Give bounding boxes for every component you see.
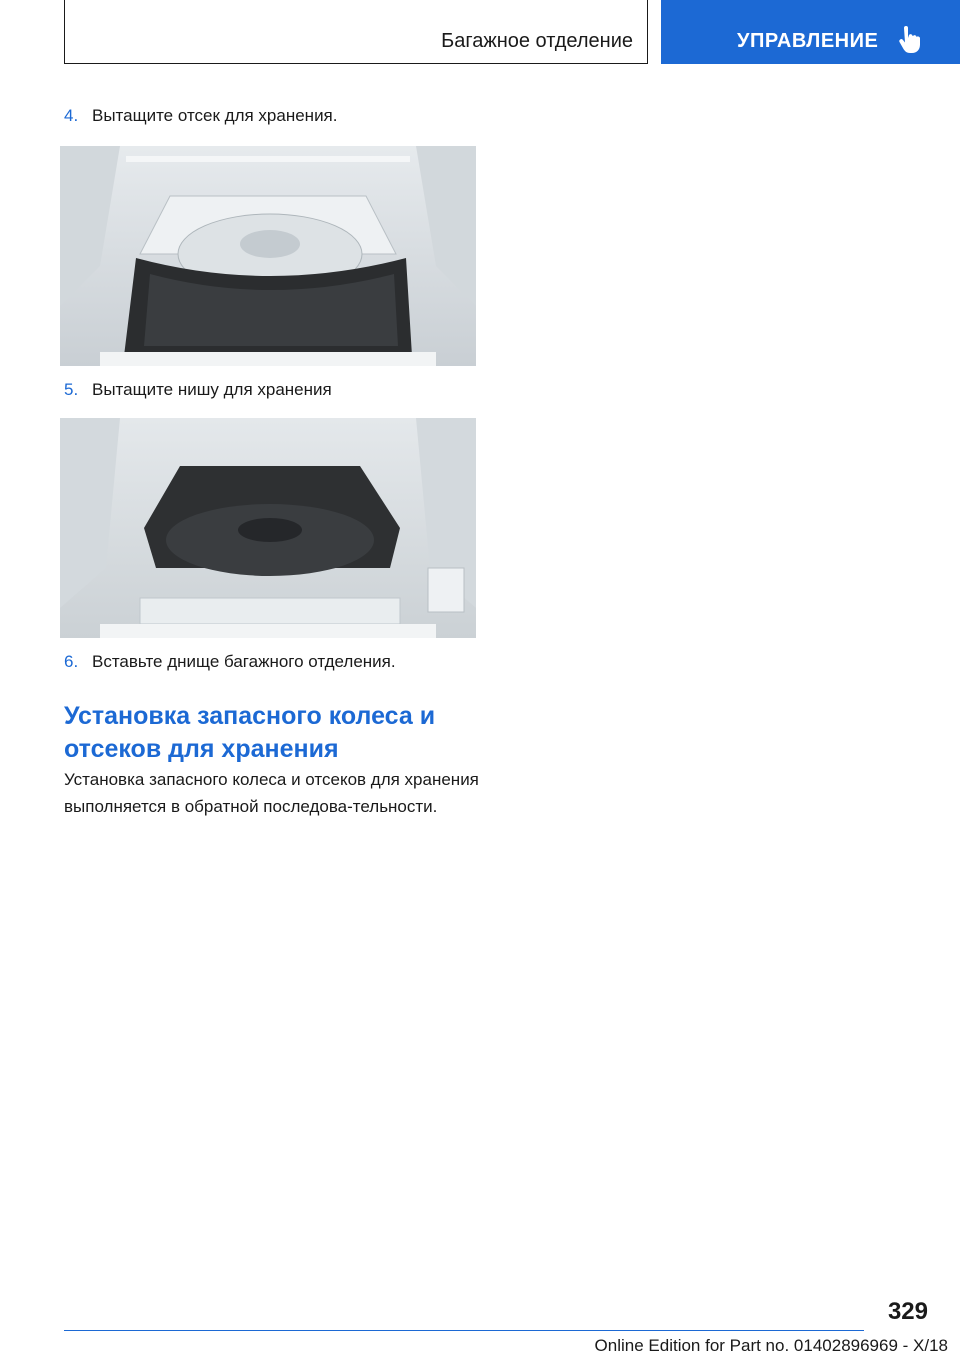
- step-item: [64, 380, 332, 400]
- trunk-storage-niche-image: [60, 418, 476, 638]
- footer-divider: [64, 1330, 864, 1331]
- footer-edition: Online Edition for Part no. 01402896969 - X/18: [594, 1336, 948, 1355]
- step-text: Вставьте днище багажного отделения.: [92, 652, 396, 671]
- step-text: Вытащите нишу для хранения: [92, 380, 332, 399]
- chapter-label: УПРАВЛЕНИЕ: [737, 30, 879, 52]
- step-number: 5.: [64, 380, 79, 399]
- page-number: 329: [887, 1298, 928, 1325]
- step-item: [64, 652, 396, 672]
- step-item: [64, 106, 338, 126]
- chapter-tab[interactable]: [661, 0, 960, 64]
- hand-pointer-icon: [896, 26, 920, 54]
- section-heading: Установка запасного колеса и отсеков для хранения: [64, 702, 436, 763]
- trunk-storage-compartment-image: [60, 146, 476, 366]
- step-number: 4.: [64, 106, 79, 125]
- header-section-box: [64, 0, 648, 64]
- section-body: Установка запасного колеса и отсеков для хранения выполняется в обратной последова-тельности.: [64, 770, 479, 816]
- section-title: Багажное отделение: [441, 30, 633, 52]
- step-number: 6.: [64, 652, 79, 671]
- step-text: Вытащите отсек для хранения.: [92, 106, 338, 125]
